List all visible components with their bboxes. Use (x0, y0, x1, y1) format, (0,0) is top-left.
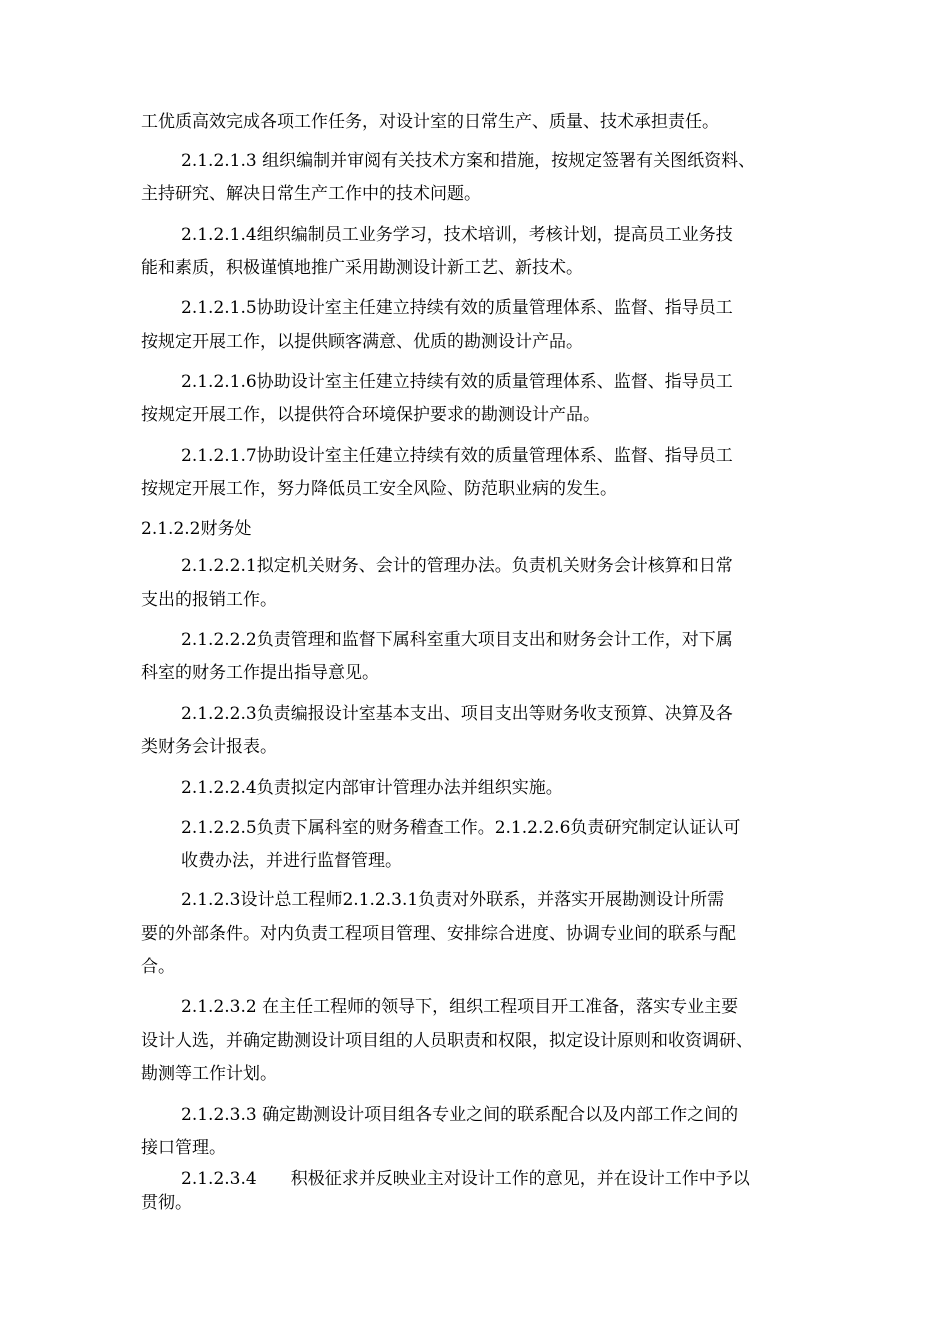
text-line: 2.1.2.2.1拟定机关财务、会计的管理办法。负责机关财务会计核算和日常 (181, 556, 733, 576)
text-line: 2.1.2.1.5协助设计室主任建立持续有效的质量管理体系、监督、指导员工 (181, 298, 733, 318)
text-line: 按规定开展工作，以提供顾客满意、优质的勘测设计产品。 (141, 332, 583, 352)
text-line: 2.1.2.2.5负责下属科室的财务稽查工作。2.1.2.2.6负责研究制定认证认可 (181, 818, 741, 838)
text-line: 要的外部条件。对内负责工程项目管理、安排综合进度、协调专业间的联系与配 (141, 924, 736, 944)
text-line: 勘测等工作计划。 (141, 1064, 277, 1084)
text-line: 设计人选，并确定勘测设计项目组的人员职责和权限，拟定设计原则和收资调研、 (141, 1031, 753, 1051)
text-line: 2.1.2.3.3 确定勘测设计项目组各专业之间的联系配合以及内部工作之间的 (181, 1105, 739, 1125)
text-line: 支出的报销工作。 (141, 590, 277, 610)
text-line: 科室的财务工作提出指导意见。 (141, 663, 379, 683)
text-line: 能和素质，积极谨慎地推广采用勘测设计新工艺、新技术。 (141, 258, 583, 278)
text-line: 2.1.2.2.4负责拟定内部审计管理办法并组织实施。 (181, 778, 563, 798)
text-line: 2.1.2.1.6协助设计室主任建立持续有效的质量管理体系、监督、指导员工 (181, 372, 733, 392)
text-line: 2.1.2.3设计总工程师2.1.2.3.1负责对外联系，并落实开展勘测设计所需 (181, 890, 725, 910)
text-line: 2.1.2.1.4组织编制员工业务学习，技术培训，考核计划，提高员工业务技 (181, 225, 733, 245)
text-line: 按规定开展工作，以提供符合环境保护要求的勘测设计产品。 (141, 405, 600, 425)
text-line: 2.1.2.2.2负责管理和监督下属科室重大项目支出和财务会计工作，对下属 (181, 630, 733, 650)
text-line: 2.1.2.2.3负责编报设计室基本支出、项目支出等财务收支预算、决算及各 (181, 704, 733, 724)
text-line: 主持研究、解决日常生产工作中的技术问题。 (141, 184, 481, 204)
text-line: 2.1.2.3.4 积极征求并反映业主对设计工作的意见，并在设计工作中予以 (181, 1169, 750, 1189)
text-line: 接口管理。 (141, 1138, 226, 1158)
text-line: 合。 (141, 957, 175, 977)
text-line: 收费办法，并进行监督管理。 (181, 851, 402, 871)
text-line: 2.1.2.1.3 组织编制并审阅有关技术方案和措施，按规定签署有关图纸资料、 (181, 151, 756, 171)
section-heading: 2.1.2.2财务处 (141, 519, 252, 539)
text-line: 贯彻。 (141, 1193, 192, 1213)
text-line: 按规定开展工作，努力降低员工安全风险、防范职业病的发生。 (141, 479, 617, 499)
text-line: 类财务会计报表。 (141, 737, 277, 757)
text-line: 2.1.2.1.7协助设计室主任建立持续有效的质量管理体系、监督、指导员工 (181, 446, 733, 466)
text-line: 工优质高效完成各项工作任务，对设计室的日常生产、质量、技术承担责任。 (141, 112, 719, 132)
text-line: 2.1.2.3.2 在主任工程师的领导下，组织工程项目开工准备，落实专业主要 (181, 997, 739, 1017)
